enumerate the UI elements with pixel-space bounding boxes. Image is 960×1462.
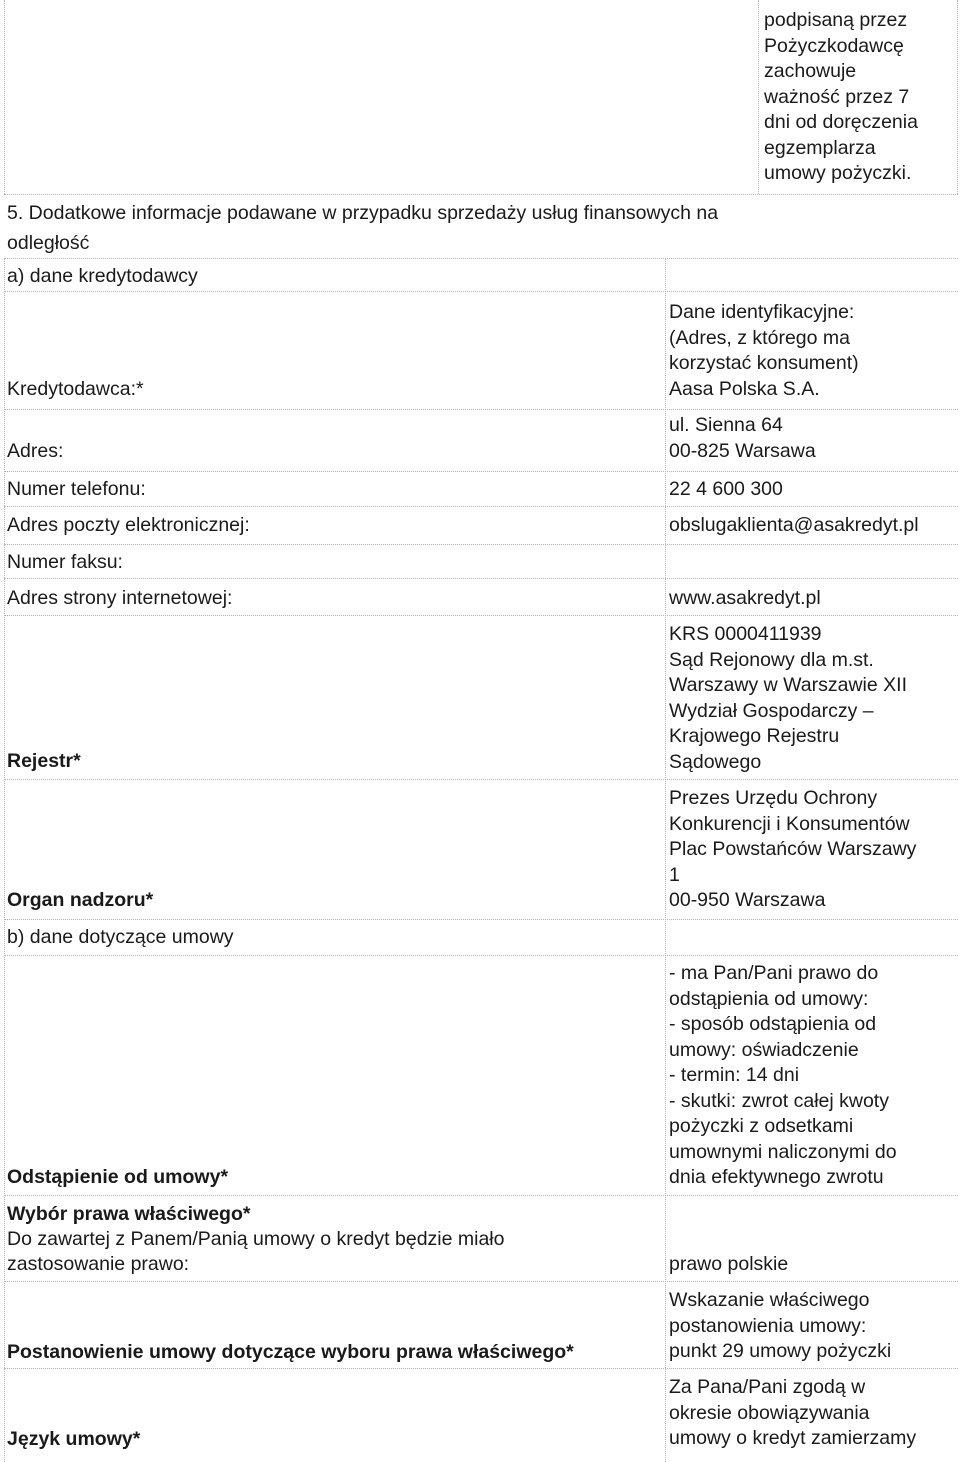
clause-label: Postanowienie umowy dotyczące wyboru prawa właściwego* (7, 1341, 574, 1363)
section-heading: 5. Dodatkowe informacje podawane w przypadku sprzedaży usług finansowych na (7, 202, 719, 224)
column-divider (665, 258, 666, 1462)
phone-label: Numer telefonu: (7, 478, 146, 500)
rule (4, 409, 958, 410)
rule (4, 919, 958, 920)
rule (4, 506, 958, 507)
rule (4, 258, 958, 259)
law-description-cont: zastosowanie prawo: (7, 1253, 190, 1275)
phone-value: 22 4 600 300 (669, 478, 783, 500)
clause-value: Wskazanie właściwego postanowienia umowy: punkt 29 umowy pożyczki (669, 1289, 892, 1362)
registry-label: Rejestr* (7, 750, 81, 772)
section-heading-cont: odległość (7, 232, 90, 254)
rule (4, 1281, 958, 1282)
law-description: Do zawartej z Panem/Panią umowy o kredyt będzie miało (7, 1228, 505, 1250)
website-label: Adres strony internetowej: (7, 587, 233, 609)
column-divider (4, 0, 5, 194)
column-divider (758, 0, 759, 194)
registry-value: KRS 0000411939 Sąd Rejonowy dla m.st. Warszawy w Warszawie XII Wydział Gospodarczy – Krajowego Rejestru Sądowego (669, 623, 907, 773)
website-value[interactable]: www.asakredyt.pl (669, 587, 821, 609)
fax-label: Numer faksu: (7, 551, 123, 573)
rule (4, 578, 958, 579)
supervisor-value: Prezes Urzędu Ochrony Konkurencji i Konsumentów Plac Powstańców Warszawy 1 00-950 Warszawa (669, 787, 917, 911)
subsection-b-title: b) dane dotyczące umowy (7, 926, 234, 948)
adres-value: ul. Sienna 64 00-825 Warsawa (669, 414, 816, 462)
rule (4, 194, 958, 195)
rule (4, 544, 958, 545)
column-divider (4, 258, 5, 1462)
top-right-note: podpisaną przez Pożyczkodawcę zachowuje ważność przez 7 dni od doręczenia egzemplarza umowy pożyczki. (764, 9, 918, 184)
rule (4, 1368, 958, 1369)
rule (4, 955, 958, 956)
lender-identification: Dane identyfikacyjne: (Adres, z którego ma korzystać konsument) Aasa Polska S.A. (669, 301, 859, 400)
law-label: Wybór prawa właściwego* (7, 1203, 251, 1225)
language-label: Język umowy* (7, 1428, 141, 1450)
kredytodawca-label: Kredytodawca:* (7, 378, 144, 400)
supervisor-label: Organ nadzoru* (7, 889, 154, 911)
withdrawal-value: - ma Pan/Pani prawo do odstąpienia od umowy: - sposób odstąpienia od umowy: oświadczenie - termin: 14 dni - skutki: zwrot całej kwoty pożyczki z odsetkami umownymi naliczonymi do dnia efektywnego zwrotu (669, 962, 897, 1188)
email-label: Adres poczty elektronicznej: (7, 514, 250, 536)
rule (4, 779, 958, 780)
email-value[interactable]: obslugaklienta@asakredyt.pl (669, 514, 919, 536)
adres-label: Adres: (7, 440, 64, 462)
subsection-a-title: a) dane kredytodawcy (7, 265, 198, 287)
rule (4, 615, 958, 616)
column-divider (957, 0, 958, 194)
language-value: Za Pana/Pani zgodą w okresie obowiązywania umowy o kredyt zamierzamy (669, 1376, 917, 1449)
rule (4, 471, 958, 472)
rule (4, 291, 958, 292)
law-value: prawo polskie (669, 1253, 789, 1275)
withdrawal-label: Odstąpienie od umowy* (7, 1166, 229, 1188)
rule (4, 1195, 958, 1196)
